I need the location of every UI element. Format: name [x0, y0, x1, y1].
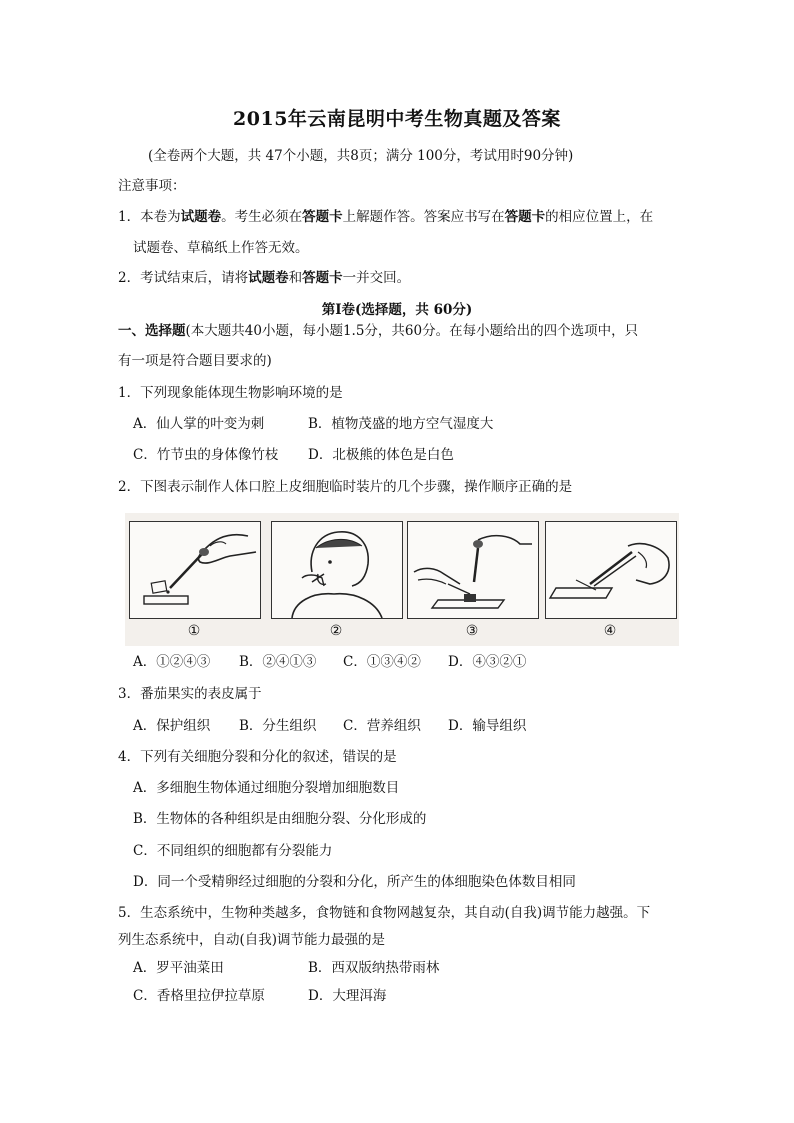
q3-stem: 3．番茄果实的表皮属于 — [118, 686, 262, 702]
q1-option-b: B．植物茂盛的地方空气湿度大 — [308, 416, 494, 432]
part1-desc-cont: 有一项是符合题目要求的) — [118, 353, 272, 369]
person-illustration — [272, 522, 402, 618]
section-title: 第Ⅰ卷(选择题，共 60分) — [321, 302, 473, 318]
q1-option-a: A．仙人掌的叶变为刺 — [133, 416, 265, 432]
step-panel-1 — [129, 521, 261, 619]
q3-option-a: A．保护组织 — [133, 718, 211, 734]
q2-option-d: D．④③②① — [448, 654, 527, 670]
q5-option-a: A．罗平油菜田 — [133, 960, 224, 976]
q3-option-b: B．分生组织 — [239, 718, 317, 734]
notice-text: 上解题作答。答案应书写在 — [342, 209, 505, 225]
part1-intro — [118, 321, 638, 341]
notice-text: 的相应位置上，在 — [545, 209, 654, 225]
q3-option-d: D．输导组织 — [448, 718, 527, 734]
notice-item-1 — [118, 207, 653, 227]
exam-info: (全卷两个大题，共 47个小题，共8页；满分 100分，考试用时90分钟) — [148, 148, 574, 164]
step-label-4: ④ — [603, 623, 617, 639]
notice-item-1-cont: 试题卷、草稿纸上作答无效。 — [133, 240, 309, 256]
staining-illustration — [408, 522, 538, 618]
part1-desc: (本大题共40小题，每小题1.5分，共60分。在每小题给出的四个选项中，只 — [185, 323, 639, 339]
step-label-3: ③ — [465, 623, 479, 639]
q4-option-c: C．不同组织的细胞都有分裂能力 — [133, 843, 333, 859]
step-label-1: ① — [187, 623, 201, 639]
q2-option-c: C．①③④② — [343, 654, 421, 670]
dropper-illustration — [130, 522, 260, 618]
step-panel-4 — [545, 521, 677, 619]
q4-stem: 4．下列有关细胞分裂和分化的叙述，错误的是 — [118, 749, 397, 765]
notice-text: 2．考试结束后，请将 — [118, 270, 249, 286]
notice-text: 。考生必须在 — [221, 209, 303, 225]
notice-text: 和 — [288, 270, 303, 286]
notice-text: 1．本卷为 — [118, 209, 181, 225]
q2-option-b: B．②④①③ — [239, 654, 317, 670]
coverslip-illustration — [546, 522, 676, 618]
q2-stem: 2．下图表示制作人体口腔上皮细胞临时装片的几个步骤，操作顺序正确的是 — [118, 479, 573, 495]
notice-bold: 试题卷 — [180, 209, 222, 225]
notice-bold: 答题卡 — [302, 209, 343, 225]
q2-option-a: A．①②④③ — [133, 654, 211, 670]
q4-option-d: D．同一个受精卵经过细胞的分裂和分化，所产生的体细胞染色体数目相同 — [133, 874, 576, 890]
step-label-2: ② — [329, 623, 343, 639]
step-panel-3 — [407, 521, 539, 619]
notice-item-2 — [118, 268, 410, 288]
notice-text: 一并交回。 — [342, 270, 411, 286]
slide-procedure-figure — [125, 513, 679, 646]
q1-option-c: C．竹节虫的身体像竹枝 — [133, 447, 279, 463]
q1-option-d: D．北极熊的体色是白色 — [308, 447, 454, 463]
page-title: 2015年云南昆明中考生物真题及答案 — [233, 108, 561, 130]
q3-option-c: C．营养组织 — [343, 718, 421, 734]
part1-heading: 一、选择题 — [118, 323, 186, 339]
q5-option-d: D．大理洱海 — [308, 988, 387, 1004]
notice-heading: 注意事项： — [118, 178, 186, 194]
notice-bold: 答题卡 — [302, 270, 343, 286]
notice-bold: 试题卷 — [248, 270, 289, 286]
q4-option-a: A．多细胞生物体通过细胞分裂增加细胞数目 — [133, 780, 400, 796]
q5-stem: 5．生态系统中，生物种类越多，食物链和食物网越复杂，其自动(自我)调节能力越强。下 — [118, 905, 651, 921]
q5-option-b: B．西双版纳热带雨林 — [308, 960, 440, 976]
q4-option-b: B．生物体的各种组织是由细胞分裂、分化形成的 — [133, 811, 427, 827]
notice-bold: 答题卡 — [504, 209, 546, 225]
step-panel-2 — [271, 521, 403, 619]
q5-option-c: C．香格里拉伊拉草原 — [133, 988, 265, 1004]
q1-stem: 1．下列现象能体现生物影响环境的是 — [118, 385, 343, 401]
q5-stem-cont: 列生态系统中，自动(自我)调节能力最强的是 — [118, 932, 386, 948]
